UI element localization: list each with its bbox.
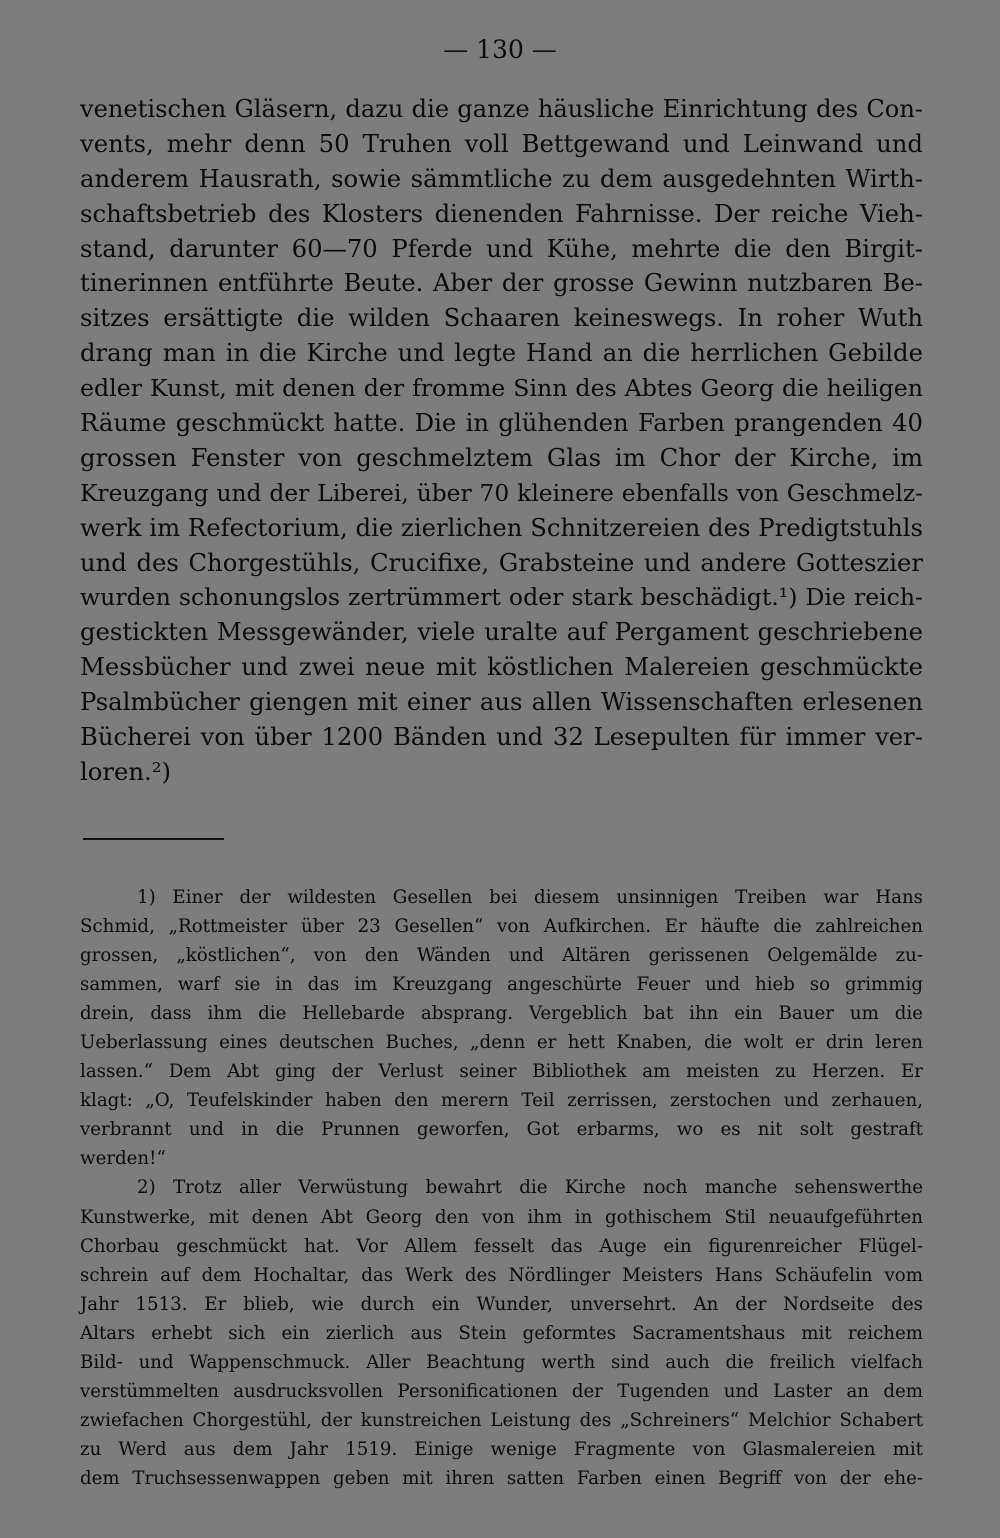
footnote-2-line: Kunstwerke, mit denen Abt Georg den von ihm in gothischem Stil neuaufgeführten: [80, 1206, 923, 1228]
text-line: anderem Hausrath, sowie sämmtliche zu dem ausgedehnten Wirth-: [80, 163, 923, 193]
footnote-separator: [83, 838, 224, 840]
text-line: Räume geschmückt hatte. Die in glühenden Farben prangenden 40: [80, 408, 923, 438]
text-line: venetischen Gläsern, dazu die ganze häusliche Einrichtung des Con-: [80, 95, 923, 123]
text-line: Messbücher und zwei neue mit köstlichen Malereien geschmückte: [80, 652, 923, 682]
text-line: drang man in die Kirche und legte Hand an die herrlichen Gebilde: [80, 338, 923, 368]
text-line: schaftsbetrieb des Klosters dienenden Fahrnisse. Der reiche Vieh-: [80, 198, 923, 228]
footnote-2-line: schrein auf dem Hochaltar, das Werk des Nördlinger Meisters Hans Schäufelin vom: [80, 1264, 923, 1286]
text-line: gestickten Messgewänder, viele uralte auf Pergament geschriebene: [80, 617, 923, 647]
text-line: edler Kunst, mit denen der fromme Sinn des Abtes Georg die heiligen: [80, 374, 923, 403]
text-line: sitzes ersättigte die wilden Schaaren keineswegs. In roher Wuth: [80, 303, 923, 333]
footnote-1-line: Ueberlassung eines deutschen Buches, „denn er hett Knaben, die wolt er drin leren: [80, 1032, 923, 1054]
text-line: Bücherei von über 1200 Bänden und 32 Lesepulten für immer ver-: [80, 722, 923, 752]
footnote-1-line: drein, dass ihm die Hellebarde absprang. Vergeblich bat ihn ein Bauer um die: [80, 1003, 923, 1025]
footnote-1-line: 1) Einer der wildesten Gesellen bei diesem unsinnigen Treiben war Hans: [137, 887, 923, 908]
footnote-1-line: klagt: „O, Teufelskinder haben den merern Teil zerrissen, zerstochen und zerhauen,: [80, 1090, 923, 1112]
footnote-1-line: lassen.“ Dem Abt ging der Verlust seiner Bibliothek am meisten zu Herzen. Er: [80, 1061, 923, 1083]
text-line: vents, mehr denn 50 Truhen voll Bettgewand und Leinwand und: [80, 128, 923, 158]
text-line: wurden schonungslos zertrümmert oder stark beschädigt.¹) Die reich-: [80, 583, 923, 612]
footnote-2-line: zu Werd aus dem Jahr 1519. Einige wenige Fragmente von Glasmalereien mit: [80, 1438, 923, 1460]
footnote-2-line: 2) Trotz aller Verwüstung bewahrt die Kirche noch manche sehenswerthe: [137, 1177, 923, 1199]
body-text: [80, 92, 923, 790]
footnote-2-line: Bild- und Wappenschmuck. Aller Beachtung werth sind auch die freilich vielfach: [80, 1351, 923, 1373]
text-line: Kreuzgang und der Liberei, über 70 kleinere ebenfalls von Geschmelz-: [80, 478, 923, 507]
footnote-1-line: Schmid, „Rottmeister über 23 Gesellen“ von Aufkirchen. Er häufte die zahlreichen: [80, 916, 923, 938]
text-line: und des Chorgestühls, Crucifixe, Grabsteine und andere Gotteszier: [80, 547, 923, 577]
footnote-2-line: Chorbau geschmückt hat. Vor Allem fesselt das Auge ein figurenreicher Flügel-: [80, 1235, 923, 1257]
footnote-2-line: verstümmelten ausdrucksvollen Personificationen der Tugenden und Laster an dem: [80, 1380, 923, 1402]
page-number: — 130 —: [443, 35, 557, 64]
text-line: tinerinnen entführte Beute. Aber der grosse Gewinn nutzbaren Be-: [80, 268, 923, 298]
footnote-2-line: Jahr 1513. Er blieb, wie durch ein Wunder, unversehrt. An der Nordseite des: [80, 1293, 923, 1315]
footnote-1-line: verbrannt und in die Prunnen geworfen, Got erbarms, wo es nit solt gestraft: [80, 1119, 923, 1141]
footnotes: [80, 883, 923, 1493]
footnote-2-line: Altars erhebt sich ein zierlich aus Stein geformtes Sacramentshaus mit reichem: [80, 1322, 923, 1344]
footnote-2-line: zwiefachen Chorgestühl, der kunstreichen Leistung des „Schreiners“ Melchior Schabert: [80, 1409, 923, 1431]
text-line: loren.²): [80, 756, 171, 786]
footnote-2-line: dem Truchsessenwappen geben mit ihren satten Farben einen Begriff von der ehe-: [80, 1467, 923, 1489]
text-line: stand, darunter 60—70 Pferde und Kühe, mehrte die den Birgit-: [80, 233, 923, 263]
text-line: werk im Refectorium, die zierlichen Schnitzereien des Predigtstuhls: [80, 512, 923, 542]
footnote-1-line: grossen, „köstlichen“, von den Wänden und Altären gerissenen Oelgemälde zu-: [80, 945, 923, 967]
text-line: Psalmbücher giengen mit einer aus allen Wissenschaften erlesenen: [80, 687, 923, 717]
footnote-1-line: werden!“: [80, 1148, 166, 1170]
footnote-1-line: sammen, warf sie in das im Kreuzgang angeschürte Feuer und hieb so grimmig: [80, 974, 923, 996]
text-line: grossen Fenster von geschmelztem Glas im Chor der Kirche, im: [80, 442, 923, 472]
